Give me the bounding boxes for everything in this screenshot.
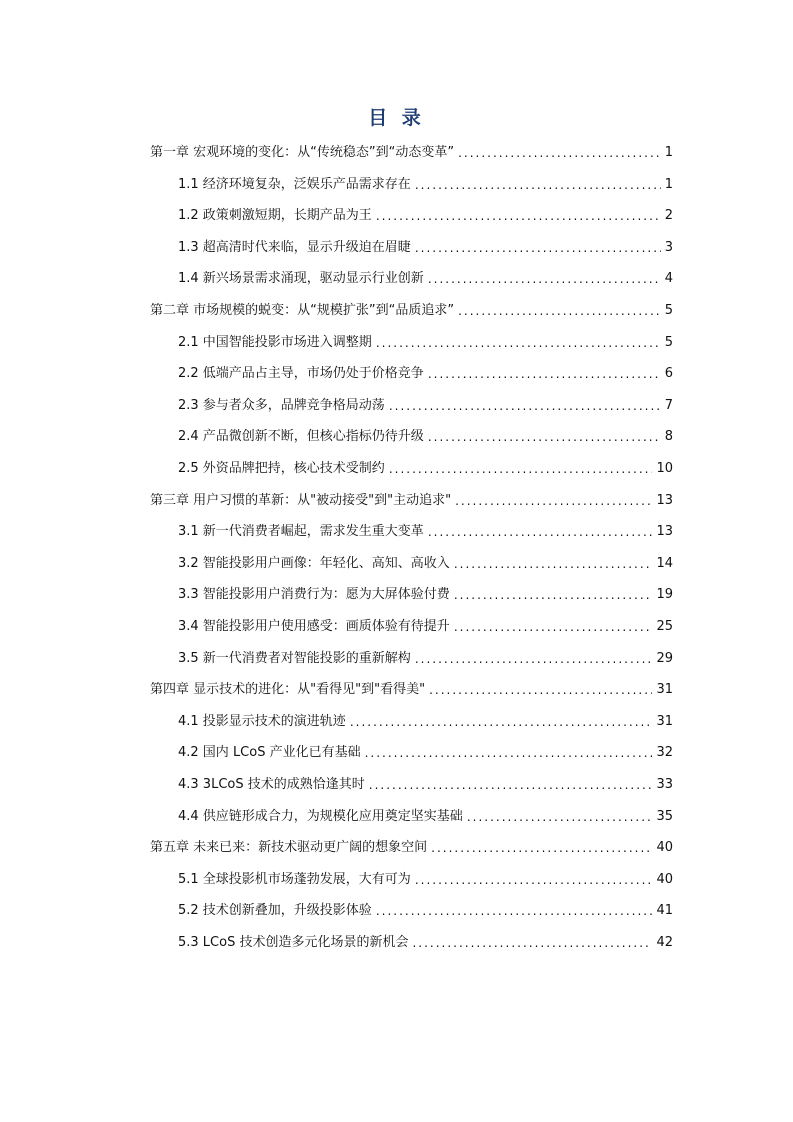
toc-page-number: 40	[656, 871, 673, 887]
toc-chapter-entry[interactable]	[150, 297, 673, 319]
toc-entry-label: 第一章 宏观环境的变化：从“传统稳态”到“动态变革”	[150, 145, 455, 160]
toc-dot-leader	[412, 935, 652, 951]
toc-entry-label: 第三章 用户习惯的革新：从"被动接受"到"主动追求"	[150, 492, 452, 508]
toc-section-entry[interactable]	[178, 550, 673, 572]
toc-dot-leader	[454, 619, 653, 635]
toc-dot-leader	[376, 903, 653, 919]
toc-page-number: 5	[664, 334, 673, 350]
toc-dot-leader	[376, 335, 661, 351]
toc-chapter-entry[interactable]	[150, 834, 673, 856]
toc-entry-label: 1.1 经济环境复杂，泛娱乐产品需求存在	[178, 176, 411, 192]
toc-dot-leader	[428, 524, 653, 540]
toc-dot-leader	[458, 303, 661, 319]
toc-section-entry[interactable]	[178, 202, 673, 224]
toc-chapter-entry[interactable]	[150, 139, 673, 161]
toc-dot-leader	[415, 177, 661, 193]
toc-section-entry[interactable]	[178, 645, 673, 667]
toc-entry-label: 3.4 智能投影用户使用感受：画质体验有待提升	[178, 619, 450, 634]
toc-page-number: 6	[664, 366, 673, 382]
toc-entry-label: 4.2 国内 LCoS 产业化已有基础	[178, 745, 361, 761]
toc-page-number: 8	[664, 429, 673, 445]
toc-dot-leader	[428, 366, 661, 382]
toc-dot-leader	[431, 840, 652, 856]
toc-entry-label: 1.4 新兴场景需求涌现，驱动显示行业创新	[178, 271, 424, 287]
toc-section-entry[interactable]	[178, 171, 673, 193]
toc-page-number: 32	[656, 745, 673, 761]
toc-entry-label: 第五章 未来已来：新技术驱动更广阔的想象空间	[150, 840, 428, 856]
toc-dot-leader	[415, 240, 661, 256]
toc-section-entry[interactable]	[178, 329, 673, 351]
toc-entry-label: 3.1 新一代消费者崛起，需求发生重大变革	[178, 524, 424, 540]
toc-section-entry[interactable]	[178, 423, 673, 445]
toc-dot-leader	[389, 461, 653, 477]
toc-page-number: 31	[656, 713, 673, 729]
toc-title: 目 录	[368, 107, 425, 129]
toc-dot-leader	[428, 429, 661, 445]
toc-dot-leader	[455, 493, 652, 509]
toc-section-entry[interactable]	[178, 265, 673, 287]
toc-entry-label: 第四章 显示技术的进化：从"看得见"到"看得美"	[150, 682, 426, 698]
toc-chapter-entry[interactable]	[150, 676, 673, 698]
toc-page-number: 35	[656, 808, 673, 824]
toc-section-entry[interactable]	[178, 234, 673, 256]
toc-dot-leader	[389, 398, 661, 414]
toc-entry-label: 5.3 LCoS 技术创造多元化场景的新机会	[178, 935, 409, 950]
toc-dot-leader	[415, 651, 653, 667]
toc-entry-label: 1.3 超高清时代来临，显示升级迫在眉睫	[178, 239, 411, 255]
toc-entry-label: 4.4 供应链形成合力，为规模化应用奠定坚实基础	[178, 808, 463, 824]
toc-entry-label: 1.2 政策刺激短期，长期产品为王	[178, 208, 372, 224]
toc-section-entry[interactable]	[178, 581, 673, 603]
toc-section-entry[interactable]	[178, 392, 673, 414]
toc-entry-label: 2.5 外资品牌把持，核心技术受制约	[178, 461, 385, 476]
toc-page-number: 1	[664, 145, 673, 160]
toc-dot-leader	[369, 777, 653, 793]
toc-dot-leader	[454, 556, 653, 572]
toc-entry-label: 2.1 中国智能投影市场进入调整期	[178, 334, 372, 350]
toc-dot-leader	[376, 208, 661, 224]
toc-page-number: 2	[664, 208, 673, 224]
toc-page-number: 31	[656, 682, 673, 698]
toc-page-number: 13	[656, 492, 673, 508]
toc-page-number: 13	[656, 524, 673, 540]
toc-entry-label: 5.1 全球投影机市场蓬勃发展，大有可为	[178, 871, 411, 887]
toc-entry-label: 2.4 产品微创新不断，但核心指标仍待升级	[178, 429, 424, 445]
toc-page-number: 7	[664, 397, 673, 413]
toc-section-entry[interactable]	[178, 360, 673, 382]
toc-page-number: 5	[664, 303, 673, 318]
toc-entry-label: 3.3 智能投影用户消费行为：愿为大屏体验付费	[178, 587, 450, 603]
toc-entry-label: 3.2 智能投影用户画像：年轻化、高知、高收入	[178, 555, 450, 571]
toc-dot-leader	[429, 682, 652, 698]
toc-page-number: 29	[656, 650, 673, 666]
toc-page-number: 4	[664, 271, 673, 287]
toc-dot-leader	[454, 587, 653, 603]
toc-page-number: 41	[656, 903, 673, 919]
toc-entry-label: 2.3 参与者众多，品牌竞争格局动荡	[178, 397, 385, 413]
toc-page-number: 10	[656, 461, 673, 476]
toc-dot-leader	[415, 872, 653, 888]
toc-page-number: 1	[664, 176, 673, 192]
toc-entry-label: 3.5 新一代消费者对智能投影的重新解构	[178, 650, 411, 666]
toc-entry-label: 5.2 技术创新叠加，升级投影体验	[178, 903, 372, 919]
toc-page-number: 40	[656, 840, 673, 856]
toc-section-entry[interactable]	[178, 771, 673, 793]
toc-entry-label: 第二章 市场规模的蜕变：从“规模扩张”到“品质追求”	[150, 303, 455, 318]
toc-section-entry[interactable]	[178, 613, 673, 635]
toc-page-number: 25	[656, 619, 673, 634]
toc-dot-leader	[428, 271, 661, 287]
toc-page-number: 14	[656, 555, 673, 571]
toc-page-number: 3	[664, 239, 673, 255]
toc-section-entry[interactable]	[178, 929, 673, 951]
toc-page-number: 33	[656, 777, 673, 792]
toc-section-entry[interactable]	[178, 708, 673, 730]
toc-section-entry[interactable]	[178, 455, 673, 477]
toc-section-entry[interactable]	[178, 897, 673, 919]
toc-dot-leader	[458, 145, 661, 161]
toc-page-number: 42	[656, 935, 673, 950]
toc-section-entry[interactable]	[178, 518, 673, 540]
toc-section-entry[interactable]	[178, 739, 673, 761]
toc-section-entry[interactable]	[178, 866, 673, 888]
toc-chapter-entry[interactable]	[150, 487, 673, 509]
toc-entry-label: 2.2 低端产品占主导，市场仍处于价格竞争	[178, 366, 424, 382]
toc-entry-label: 4.1 投影显示技术的演进轨迹	[178, 713, 346, 729]
toc-section-entry[interactable]	[178, 803, 673, 825]
toc-dot-leader	[365, 745, 653, 761]
toc-page-number: 19	[656, 587, 673, 603]
toc-entry-label: 4.3 3LCoS 技术的成熟恰逢其时	[178, 777, 365, 792]
toc-dot-leader	[467, 809, 653, 825]
toc-dot-leader	[350, 714, 653, 730]
